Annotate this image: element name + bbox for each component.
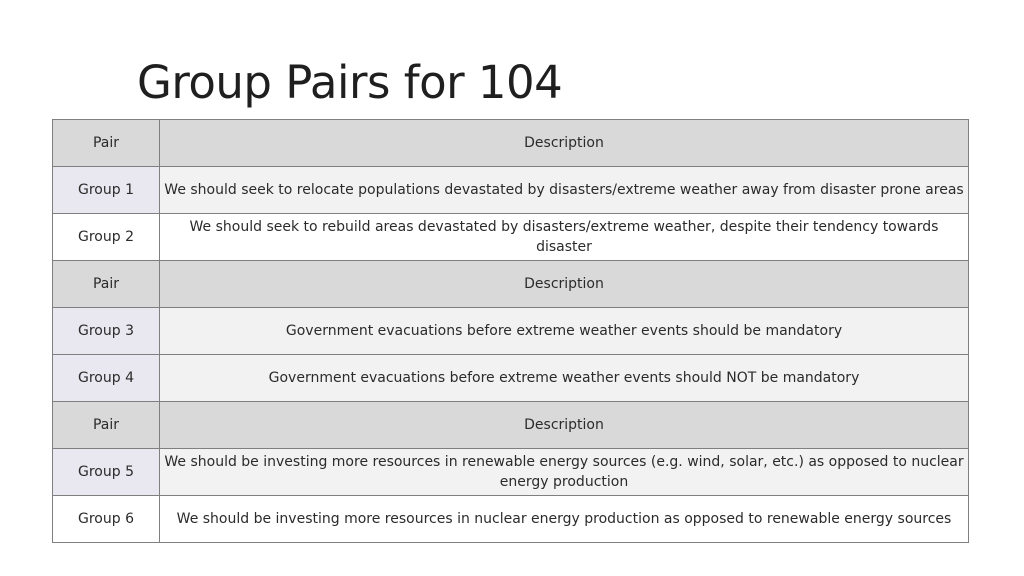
header-description: Description <box>160 402 969 449</box>
pair-cell: Group 2 <box>53 214 160 261</box>
header-description: Description <box>160 120 969 167</box>
header-pair: Pair <box>53 120 160 167</box>
pair-cell: Group 3 <box>53 308 160 355</box>
description-cell: We should seek to relocate populations devastated by disasters/extreme weather away from disaster prone areas <box>160 167 969 214</box>
table-header-row <box>53 261 969 308</box>
description-cell: Government evacuations before extreme weather events should NOT be mandatory <box>160 355 969 402</box>
table-row <box>53 496 969 543</box>
table-row <box>53 449 969 496</box>
header-pair: Pair <box>53 261 160 308</box>
pair-cell: Group 5 <box>53 449 160 496</box>
description-cell: We should be investing more resources in nuclear energy production as opposed to renewable energy sources <box>160 496 969 543</box>
pair-cell: Group 4 <box>53 355 160 402</box>
pair-cell: Group 6 <box>53 496 160 543</box>
header-pair: Pair <box>53 402 160 449</box>
description-cell: Government evacuations before extreme weather events should be mandatory <box>160 308 969 355</box>
table-row <box>53 214 969 261</box>
description-cell: We should seek to rebuild areas devastated by disasters/extreme weather, despite their tendency towards disaster <box>160 214 969 261</box>
table-row <box>53 167 969 214</box>
description-cell: We should be investing more resources in renewable energy sources (e.g. wind, solar, etc.) as opposed to nuclear energy production <box>160 449 969 496</box>
table-header-row <box>53 120 969 167</box>
table-row <box>53 308 969 355</box>
table-row <box>53 355 969 402</box>
group-pairs-table <box>52 119 969 543</box>
page-title: Group Pairs for 104 <box>137 56 563 109</box>
pair-cell: Group 1 <box>53 167 160 214</box>
table-header-row <box>53 402 969 449</box>
header-description: Description <box>160 261 969 308</box>
